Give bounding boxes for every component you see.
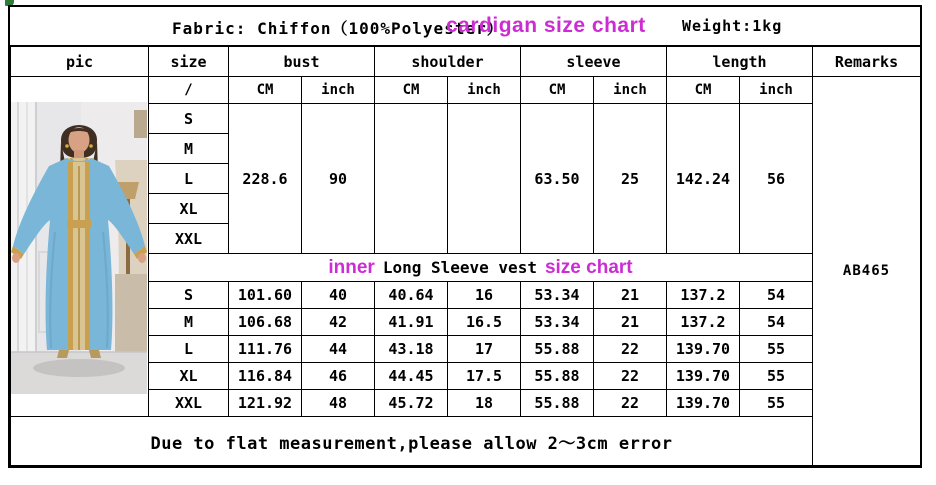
- picture-frame: [134, 110, 147, 138]
- vest-shoulder-inch: 16.5: [448, 309, 521, 336]
- header-cell-bust: bust: [229, 47, 375, 77]
- cardigan-size-cell: XXL: [149, 224, 229, 254]
- header-cell-length: length: [667, 47, 813, 77]
- earring-left: [65, 144, 69, 148]
- vest-sleeve-cm: 55.88: [521, 363, 594, 390]
- header-cell-shoulder: shoulder: [375, 47, 521, 77]
- vest-sleeve-cm: 53.34: [521, 309, 594, 336]
- vest-bust-cm: 111.76: [229, 336, 302, 363]
- footer-row: [11, 417, 921, 466]
- footer-note-cell: Due to flat measurement,please allow 2～3cm error: [11, 417, 813, 466]
- header-cell-pic: pic: [11, 47, 149, 77]
- gold-trim-right: [85, 162, 90, 350]
- hand-right: [138, 253, 146, 263]
- vest-length-inch: 54: [740, 309, 813, 336]
- unit-cell-sleeve-cm: CM: [521, 77, 594, 104]
- vest-sleeve-inch: 22: [594, 336, 667, 363]
- gold-trim-left: [68, 162, 73, 350]
- unit-cell-length-inch: inch: [740, 77, 813, 104]
- vest-shoulder-cm: 40.64: [375, 282, 448, 309]
- unit-slash-cell: /: [149, 77, 229, 104]
- neck: [74, 150, 84, 158]
- unit-cell-shoulder-cm: CM: [375, 77, 448, 104]
- vest-shoulder-inch: 17.5: [448, 363, 521, 390]
- vest-bust-inch: 42: [302, 309, 375, 336]
- cardigan-size-cell: S: [149, 104, 229, 134]
- vest-size-cell: S: [149, 282, 229, 309]
- vest-bust-inch: 46: [302, 363, 375, 390]
- cardigan-chart-title: cardigan size chart: [446, 14, 646, 37]
- vest-length-inch: 54: [740, 282, 813, 309]
- vest-shoulder-inch: 16: [448, 282, 521, 309]
- vest-sleeve-inch: 21: [594, 309, 667, 336]
- cardigan-size-cell: M: [149, 134, 229, 164]
- vest-length-inch: 55: [740, 390, 813, 417]
- vest-bust-cm: 121.92: [229, 390, 302, 417]
- vest-shoulder-inch: 17: [448, 336, 521, 363]
- cardigan-bust-cm: 228.6: [229, 104, 302, 254]
- header-row: [11, 47, 921, 77]
- cardigan-bust-inch: 90: [302, 104, 375, 254]
- cardigan-sleeve-cm: 63.50: [521, 104, 594, 254]
- vest-sleeve-cm: 53.34: [521, 282, 594, 309]
- vest-shoulder-inch: 18: [448, 390, 521, 417]
- vest-size-cell: M: [149, 309, 229, 336]
- cardigan-shoulder-inch: [448, 104, 521, 254]
- vest-title-middle: Long Sleeve vest: [382, 257, 537, 277]
- vest-title-inner: inner: [328, 256, 375, 278]
- cardigan-sleeve-inch: 25: [594, 104, 667, 254]
- vest-shoulder-cm: 45.72: [375, 390, 448, 417]
- unit-cell-shoulder-inch: inch: [448, 77, 521, 104]
- unit-cell-bust-inch: inch: [302, 77, 375, 104]
- vest-length-cm: 139.70: [667, 363, 740, 390]
- vest-sleeve-inch: 21: [594, 282, 667, 309]
- size-table: [10, 46, 921, 466]
- weight-label: Weight:1kg: [682, 17, 783, 35]
- vest-title-cell: [149, 254, 813, 282]
- fabric-label: Fabric: Chiffon（100%Polyester）: [172, 19, 504, 38]
- model-shadow: [33, 359, 125, 377]
- vest-bust-inch: 44: [302, 336, 375, 363]
- vest-length-inch: 55: [740, 336, 813, 363]
- header-cell-size: size: [149, 47, 229, 77]
- top-info-band: [10, 7, 920, 46]
- product-photo: [11, 102, 147, 394]
- unit-row: [11, 77, 921, 104]
- unit-cell-sleeve-inch: inch: [594, 77, 667, 104]
- vest-length-cm: 139.70: [667, 336, 740, 363]
- earring-right: [89, 144, 93, 148]
- vest-bust-inch: 40: [302, 282, 375, 309]
- cardigan-length-cm: 142.24: [667, 104, 740, 254]
- side-furniture: [115, 274, 147, 352]
- vest-size-cell: L: [149, 336, 229, 363]
- cardigan-shoulder-cm: [375, 104, 448, 254]
- product-photo-cell: [11, 77, 149, 417]
- header-cell-sleeve: sleeve: [521, 47, 667, 77]
- remarks-value-cell: AB465: [813, 77, 921, 466]
- unit-cell-bust-cm: CM: [229, 77, 302, 104]
- cardigan-length-inch: 56: [740, 104, 813, 254]
- unit-cell-length-cm: CM: [667, 77, 740, 104]
- size-chart-sheet: [8, 5, 922, 468]
- vest-shoulder-cm: 41.91: [375, 309, 448, 336]
- vest-length-cm: 139.70: [667, 390, 740, 417]
- kaftan-model-illustration: [11, 102, 147, 394]
- vest-shoulder-cm: 44.45: [375, 363, 448, 390]
- vest-sleeve-cm: 55.88: [521, 390, 594, 417]
- vest-shoulder-cm: 43.18: [375, 336, 448, 363]
- hand-left: [12, 253, 20, 263]
- vest-size-cell: XL: [149, 363, 229, 390]
- shoe-left: [57, 350, 69, 358]
- shoe-right: [89, 350, 101, 358]
- gold-belt: [67, 220, 91, 228]
- vest-sleeve-cm: 55.88: [521, 336, 594, 363]
- vest-title-size-chart: size chart: [544, 256, 633, 278]
- vest-length-cm: 137.2: [667, 282, 740, 309]
- vest-length-inch: 55: [740, 363, 813, 390]
- vest-bust-cm: 106.68: [229, 309, 302, 336]
- vest-bust-cm: 101.60: [229, 282, 302, 309]
- vest-bust-cm: 116.84: [229, 363, 302, 390]
- vest-length-cm: 137.2: [667, 309, 740, 336]
- vest-size-cell: XXL: [149, 390, 229, 417]
- cardigan-size-cell: XL: [149, 194, 229, 224]
- vest-bust-inch: 48: [302, 390, 375, 417]
- vest-sleeve-inch: 22: [594, 363, 667, 390]
- header-cell-remarks: Remarks: [813, 47, 921, 77]
- vest-sleeve-inch: 22: [594, 390, 667, 417]
- cardigan-size-cell: L: [149, 164, 229, 194]
